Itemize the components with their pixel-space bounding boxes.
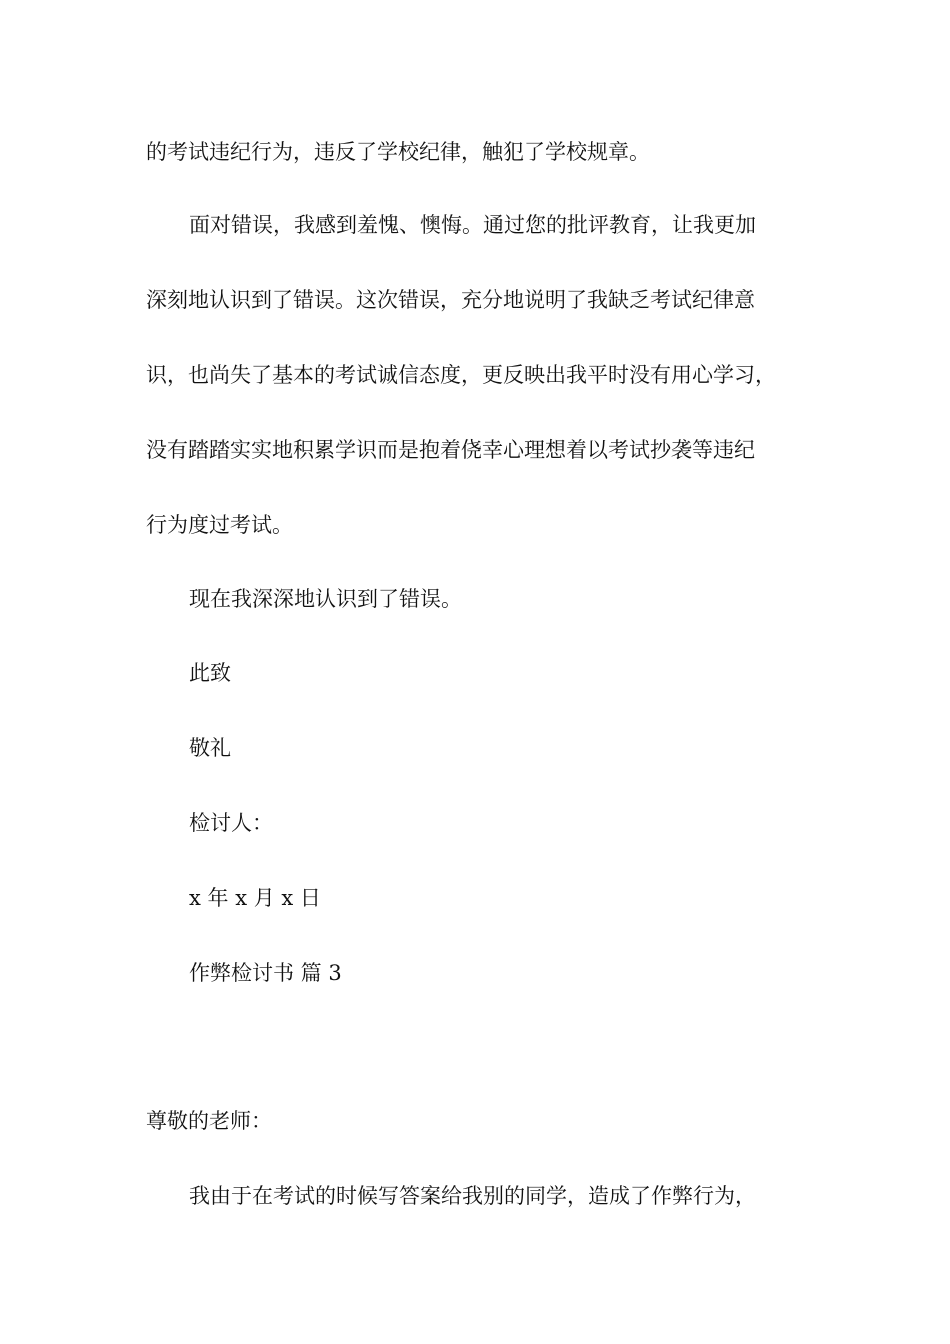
section-title: 作弊检讨书 篇 3 (189, 961, 342, 985)
paragraph-line: 我由于在考试的时候写答案给我别的同学，造成了作弊行为， (189, 1184, 756, 1208)
greeting-line: 尊敬的老师： (146, 1109, 272, 1133)
paragraph-line: 没有踏踏实实地积累学识而是抱着侥幸心理想着以考试抄袭等违纪 (146, 438, 755, 462)
paragraph-line: 现在我深深地认识到了错误。 (189, 587, 462, 611)
signature-label: 检讨人： (189, 811, 273, 835)
paragraph-line: 识，也尚失了基本的考试诚信态度，更反映出我平时没有用心学习， (146, 363, 776, 387)
paragraph-line: 的考试违纪行为，违反了学校纪律，触犯了学校规章。 (146, 140, 650, 164)
date-line: x 年 x 月 x 日 (189, 886, 321, 910)
paragraph-line: 面对错误，我感到羞愧、懊悔。通过您的批评教育，让我更加 (189, 213, 756, 237)
paragraph-line: 行为度过考试。 (146, 513, 293, 537)
salutation-line: 此致 (189, 661, 231, 685)
salutation-line: 敬礼 (189, 736, 231, 760)
paragraph-line: 深刻地认识到了错误。这次错误，充分地说明了我缺乏考试纪律意 (146, 288, 755, 312)
